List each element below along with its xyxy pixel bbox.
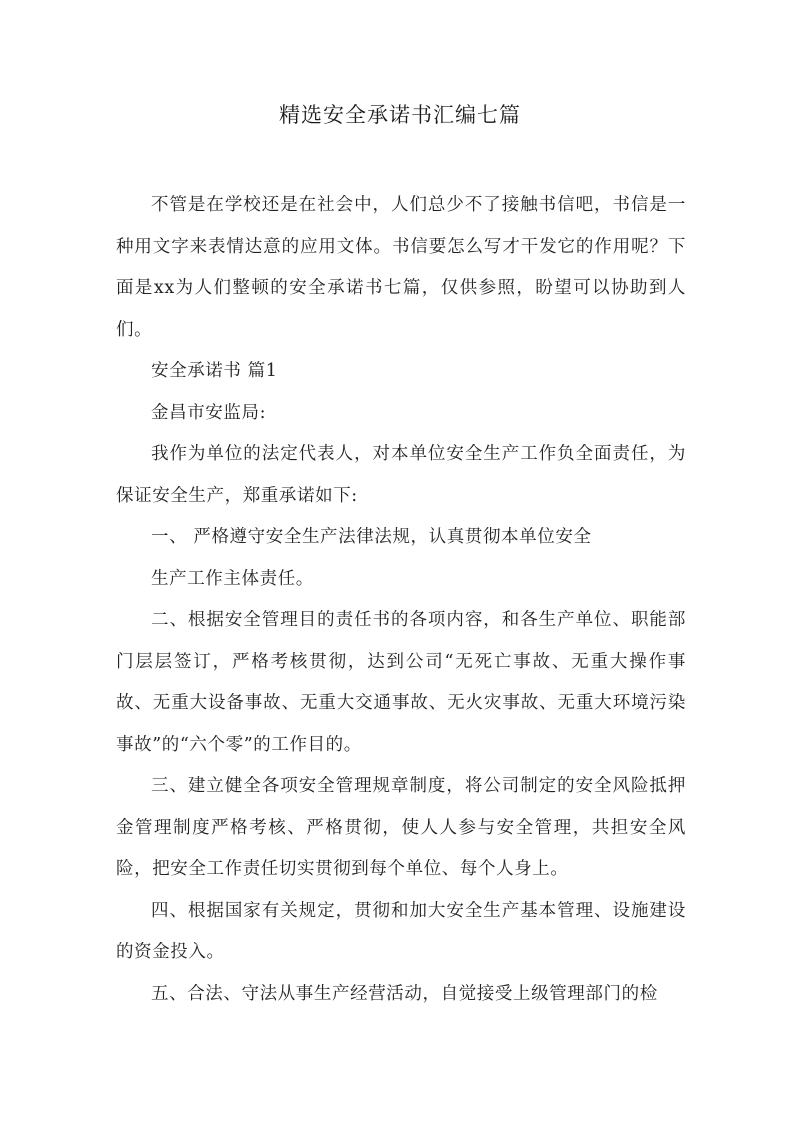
body-paragraph: 四、根据国家有关规定，贯彻和加大安全生产基本管理、设施建设的资金投入。 xyxy=(116,900,686,962)
document-title: 精选安全承诺书汇编七篇 xyxy=(279,103,521,127)
body-paragraph: 一、 严格遵守安全生产法律法规，认真贯彻本单位安全 xyxy=(151,527,592,547)
document-body xyxy=(116,185,686,1015)
body-paragraph: 生产工作主体责任。 xyxy=(151,568,314,589)
intro-paragraph: 不管是在学校还是在社会中，人们总少不了接触书信吧，书信是一种用文字来表情达意的应用文体。书信要怎么写才干发它的作用呢？下面是xx为人们整顿的安全承诺书七篇，仅供参照，盼望可以协助到人们。 xyxy=(116,195,686,340)
body-paragraph: 二、根据安全管理目的责任书的各项内容，和各生产单位、职能部门层层签订，严格考核贯彻，达到公司“无死亡事故、无重大操作事故、无重大设备事故、无重大交通事故、无火灾事故、无重大环境污染事故”的“六个零”的工作目的。 xyxy=(116,610,686,755)
body-paragraph: 我作为单位的法定代表人，对本单位安全生产工作负全面责任，为保证安全生产，郑重承诺如下: xyxy=(116,444,686,506)
salutation: 金昌市安监局: xyxy=(151,402,267,423)
body-paragraph: 五、合法、守法从事生产经营活动，自觉接受上级管理部门的检 xyxy=(151,983,658,1004)
section-heading: 安全承诺书 篇1 xyxy=(151,361,278,381)
body-paragraph: 三、建立健全各项安全管理规章制度，将公司制定的安全风险抵押金管理制度严格考核、严格贯彻，使人人参与安全管理，共担安全风险，把安全工作责任切实贯彻到每个单位、每个人身上。 xyxy=(116,776,686,879)
